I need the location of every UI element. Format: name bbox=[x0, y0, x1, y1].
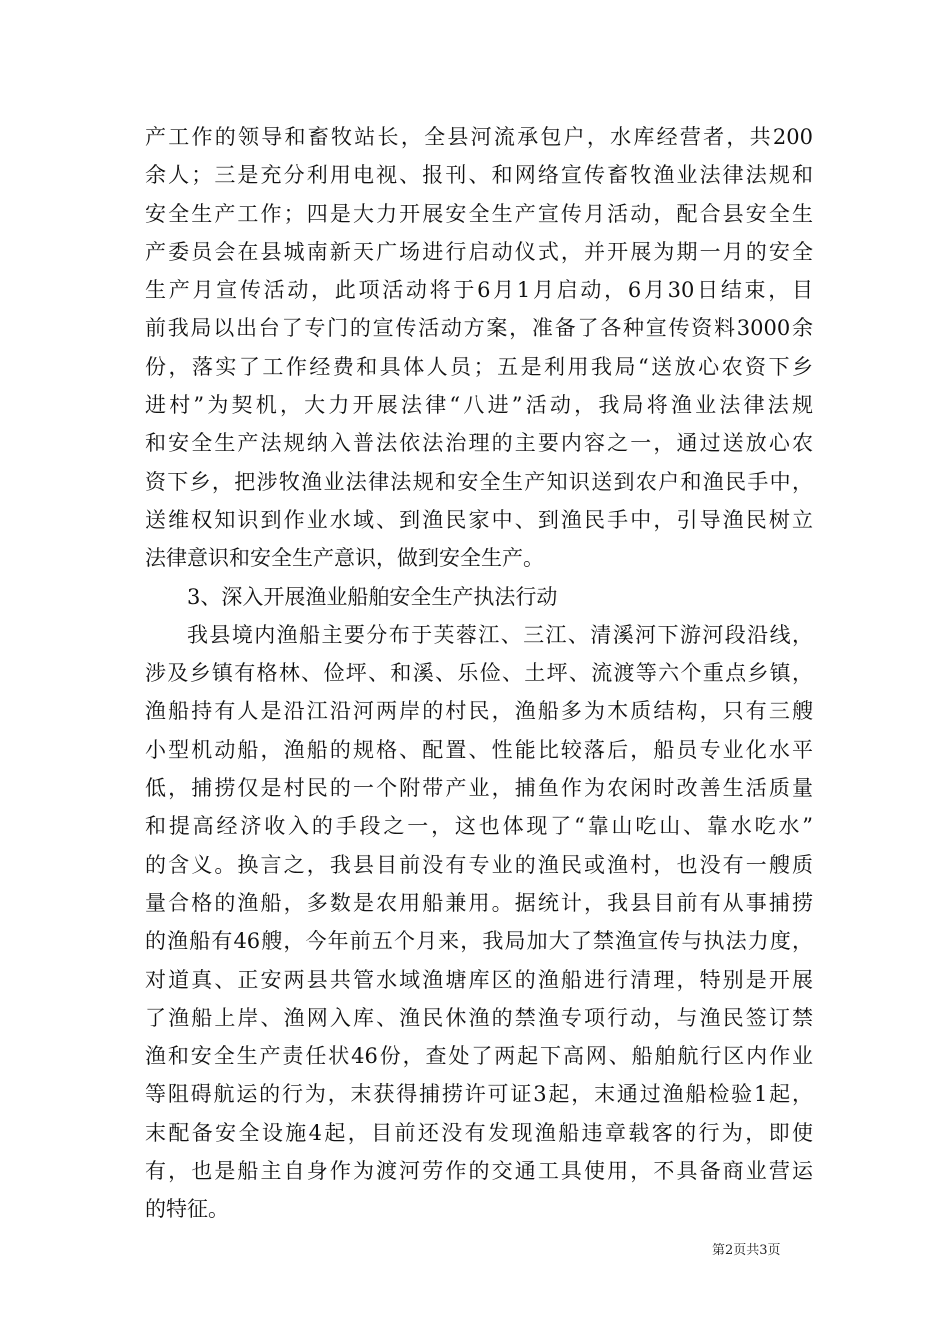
text-line: 了渔船上岸、渔网入库、渔民休渔的禁渔专项行动，与渔民签订禁 bbox=[145, 1005, 813, 1030]
text-line: 有，也是船主自身作为渡河劳作的交通工具使用，不具备商业营运 bbox=[145, 1159, 813, 1184]
text-line: 进村”为契机，大力开展法律“八进”活动，我局将渔业法律法规 bbox=[145, 393, 813, 418]
text-line: 小型机动船，渔船的规格、配置、性能比较落后，船员专业化水平 bbox=[145, 737, 813, 762]
text-line: 低，捕捞仅是村民的一个附带产业，捕鱼作为农闲时改善生活质量 bbox=[145, 776, 813, 801]
text-line: 的含义。换言之，我县目前没有专业的渔民或渔村，也没有一艘质 bbox=[145, 852, 813, 877]
text-line: 末配备安全设施4起，目前还没有发现渔船违章载客的行为，即使 bbox=[145, 1120, 813, 1145]
text-line: 余人；三是充分利用电视、报刊、和网络宣传畜牧渔业法律法规和 bbox=[145, 163, 813, 188]
text-line: 产委员会在县城南新天广场进行启动仪式，并开展为期一月的安全 bbox=[145, 239, 813, 264]
text-line: 法律意识和安全生产意识，做到安全生产。 bbox=[145, 546, 544, 571]
text-line: 我县境内渔船主要分布于芙蓉江、三江、清溪河下游河段沿线， bbox=[187, 622, 813, 647]
text-line: 送维权知识到作业水域、到渔民家中、到渔民手中，引导渔民树立 bbox=[145, 507, 813, 532]
text-line: 产工作的领导和畜牧站长，全县河流承包户，水库经营者，共200 bbox=[145, 125, 813, 149]
text-line: 和提高经济收入的手段之一，这也体现了“靠山吃山、靠水吃水” bbox=[145, 814, 813, 839]
text-line: 的渔船有46艘，今年前五个月来，我局加大了禁渔宣传与执法力度， bbox=[145, 929, 813, 954]
text-line: 渔和安全生产责任状46份，查处了两起下高网、船舶航行区内作业 bbox=[145, 1044, 813, 1069]
text-line: 等阻碍航运的行为，末获得捕捞许可证3起，末通过渔船检验1起， bbox=[145, 1082, 813, 1107]
text-line: 生产月宣传活动，此项活动将于6月1月启动，6月30日结束，目 bbox=[145, 278, 813, 303]
paragraph-fishing-vessels bbox=[145, 616, 813, 1229]
text-line: 对道真、正安两县共管水域渔塘库区的渔船进行清理，特别是开展 bbox=[145, 967, 813, 992]
text-line: 资下乡，把涉牧渔业法律法规和安全生产知识送到农户和渔民手中， bbox=[145, 469, 813, 494]
text-line: 和安全生产法规纳入普法依法治理的主要内容之一，通过送放心农 bbox=[145, 431, 813, 456]
text-line: 前我局以出台了专门的宣传活动方案，准备了各种宣传资料3000余 bbox=[145, 316, 813, 341]
paragraph-continued bbox=[145, 118, 813, 578]
document-body bbox=[145, 118, 813, 1229]
page-number: 第2页共3页 bbox=[712, 1243, 781, 1258]
text-line: 渔船持有人是沿江沿河两岸的村民，渔船多为木质结构，只有三艘 bbox=[145, 699, 813, 724]
text-line: 的特征。 bbox=[145, 1197, 229, 1222]
section-heading: 3、深入开展渔业船舶安全生产执法行动 bbox=[187, 584, 558, 609]
text-line: 量合格的渔船，多数是农用船兼用。据统计，我县目前有从事捕捞 bbox=[145, 890, 813, 915]
text-line: 份，落实了工作经费和具体人员；五是利用我局“送放心农资下乡 bbox=[145, 354, 813, 379]
text-line: 安全生产工作；四是大力开展安全生产宣传月活动，配合县安全生 bbox=[145, 201, 813, 226]
text-line: 涉及乡镇有格林、俭坪、和溪、乐俭、土坪、流渡等六个重点乡镇， bbox=[145, 661, 813, 686]
